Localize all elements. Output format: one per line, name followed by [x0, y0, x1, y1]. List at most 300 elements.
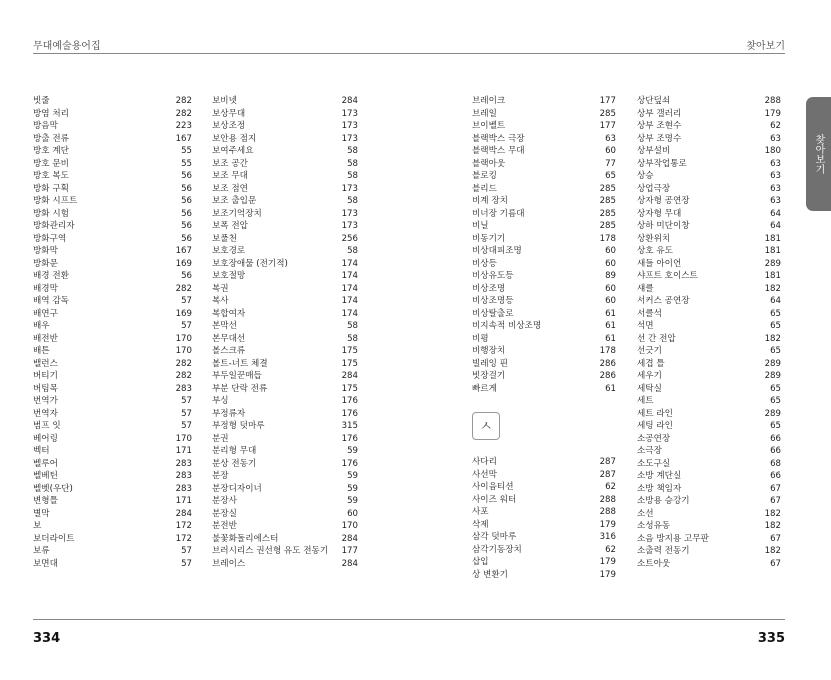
- index-page-number: 179: [599, 557, 616, 567]
- book-title: 무대예술용어집: [33, 41, 101, 52]
- index-entry: [33, 408, 192, 421]
- index-page-number: 58: [347, 333, 358, 344]
- index-term: 배경막: [33, 283, 58, 294]
- index-entry: [212, 95, 358, 108]
- index-page-number: 174: [341, 308, 358, 319]
- index-page-number: 177: [599, 96, 616, 106]
- index-entry: [212, 258, 358, 271]
- index-page-number: 58: [347, 321, 358, 331]
- index-entry: [33, 483, 192, 496]
- index-entry: [212, 170, 358, 183]
- index-term: 브레일: [472, 108, 497, 119]
- index-entry: [33, 170, 192, 183]
- index-term: 빗장걸기: [472, 371, 506, 381]
- index-entry: [637, 270, 781, 283]
- index-page-number: 316: [599, 532, 616, 542]
- index-page-number: 59: [347, 496, 358, 506]
- index-entry: [637, 308, 781, 321]
- index-page-number: 284: [341, 96, 358, 106]
- index-entry: [637, 408, 781, 421]
- index-page-number: 180: [764, 146, 781, 156]
- index-entry: [637, 233, 781, 246]
- index-entry: [212, 520, 358, 533]
- index-entry: [637, 483, 781, 496]
- index-side-tab[interactable]: [806, 97, 831, 211]
- index-page-number: 178: [599, 233, 616, 244]
- index-term: 블랙박스 극장: [472, 133, 525, 144]
- index-entry: [33, 420, 192, 433]
- index-page-number: 174: [341, 296, 358, 306]
- index-term: 사선막: [472, 469, 497, 480]
- index-term: 보더라이트: [33, 533, 75, 544]
- index-term: 서클석: [637, 308, 662, 319]
- index-term: 브레이크: [472, 96, 506, 106]
- index-term: 세트 라인: [637, 408, 673, 419]
- index-entry: [33, 395, 192, 408]
- index-page-number: 61: [605, 333, 616, 344]
- index-term: 보상무대: [212, 108, 246, 119]
- index-term: 불꽃화돌리에스터: [212, 533, 279, 544]
- index-term: 소공연장: [637, 433, 671, 444]
- index-entry: [212, 533, 358, 546]
- index-entry: [33, 495, 192, 508]
- index-entry: [212, 483, 358, 496]
- index-entry: [212, 383, 358, 396]
- index-entry: [33, 270, 192, 283]
- index-term: 삽입: [472, 557, 489, 567]
- index-term: 브레이스: [212, 558, 246, 569]
- index-term: 보호절망: [212, 271, 246, 281]
- index-entry: [472, 308, 616, 321]
- index-entry: [637, 195, 781, 208]
- index-page-number: 89: [605, 271, 616, 281]
- index-term: 소출력 전동기: [637, 546, 690, 556]
- index-term: 비상조명: [472, 283, 506, 294]
- index-page-number: 171: [175, 446, 192, 456]
- index-term: 분권: [212, 433, 229, 444]
- index-page-number: 182: [764, 521, 781, 531]
- index-entry: [33, 283, 192, 296]
- index-entry: [212, 233, 358, 246]
- index-page-number: 60: [605, 258, 616, 269]
- index-term: 방화 구획: [33, 183, 69, 194]
- index-term: 별막: [33, 508, 50, 519]
- index-entry: [212, 145, 358, 158]
- footer-divider: [33, 619, 785, 620]
- index-entry: [33, 133, 192, 146]
- index-term: 사이음티션: [472, 482, 514, 492]
- index-term: 보조 점연: [212, 183, 248, 194]
- index-entry: [637, 495, 781, 508]
- index-page-number: 283: [175, 471, 192, 481]
- index-term: 블랙박스 무대: [472, 146, 525, 156]
- index-page-number: 287: [599, 469, 616, 480]
- index-page-number: 63: [605, 133, 616, 144]
- index-term: 베어링: [33, 433, 58, 444]
- index-page-number: 256: [341, 233, 358, 244]
- index-term: 세트: [637, 396, 654, 406]
- index-page-number: 58: [347, 196, 358, 206]
- right-page-number: 335: [757, 631, 785, 646]
- index-entry: [33, 120, 192, 133]
- index-page-number: 59: [347, 483, 358, 494]
- index-entry: [472, 456, 616, 469]
- index-column-2: [212, 95, 358, 570]
- index-entry: [212, 495, 358, 508]
- index-entry: [33, 383, 192, 396]
- index-term: 상환위치: [637, 233, 671, 244]
- index-entry: [472, 333, 616, 346]
- index-entry: [212, 395, 358, 408]
- index-page-number: 66: [770, 433, 781, 444]
- index-term: 부정형 덧마루: [212, 421, 265, 431]
- index-page-number: 179: [764, 108, 781, 119]
- index-term: 비너장 기름대: [472, 208, 525, 219]
- index-term: 번역자: [33, 408, 58, 419]
- index-entry: [637, 145, 781, 158]
- index-page-number: 173: [341, 133, 358, 144]
- index-entry: [472, 469, 616, 482]
- index-term: 사이즈 워터: [472, 494, 517, 505]
- index-page-number: 173: [341, 108, 358, 119]
- index-term: 소방용 승강기: [637, 496, 690, 506]
- index-term: 보: [33, 521, 42, 531]
- index-entry: [212, 433, 358, 446]
- index-page-number: 171: [175, 496, 192, 506]
- index-page-number: 176: [341, 396, 358, 406]
- index-page-number: 60: [605, 283, 616, 294]
- index-term: 사포: [472, 507, 489, 517]
- index-page-number: 173: [341, 208, 358, 219]
- index-page-number: 282: [175, 108, 192, 119]
- index-term: 방호 복도: [33, 171, 69, 181]
- index-entry: [33, 183, 192, 196]
- index-page-number: 175: [341, 358, 358, 369]
- index-page-number: 174: [341, 258, 358, 269]
- index-term: 보호장애물 (전기적): [212, 258, 288, 269]
- index-entry: [472, 544, 616, 557]
- index-term: 샤프트 호이스트: [637, 271, 698, 281]
- section-gap: [472, 395, 616, 408]
- index-term: 변형틀: [33, 496, 58, 506]
- index-page-number: 283: [175, 458, 192, 469]
- index-page-number: 63: [770, 183, 781, 194]
- index-term: 볼스크류: [212, 346, 246, 356]
- index-term: 보면대: [33, 558, 58, 569]
- index-entry: [472, 270, 616, 283]
- index-entry: [637, 108, 781, 121]
- index-page-number: 284: [341, 371, 358, 381]
- index-term: 소방 계단실: [637, 471, 682, 481]
- index-term: 방화관리자: [33, 221, 75, 231]
- index-term: 빌레잉 핀: [472, 358, 508, 369]
- index-entry: [33, 295, 192, 308]
- index-page-number: 59: [347, 471, 358, 481]
- index-term: 석면: [637, 321, 654, 331]
- index-entry: [472, 506, 616, 519]
- index-term: 소트아웃: [637, 558, 671, 569]
- index-entry: [472, 120, 616, 133]
- index-term: 벨베틴: [33, 471, 58, 481]
- index-entry: [472, 569, 616, 582]
- index-page-number: 66: [770, 471, 781, 481]
- index-term: 소성유동: [637, 521, 671, 531]
- index-page-number: 63: [770, 171, 781, 181]
- index-entry: [212, 220, 358, 233]
- index-entry: [472, 183, 616, 196]
- index-page-number: 182: [764, 508, 781, 519]
- index-entry: [637, 470, 781, 483]
- index-entry: [33, 208, 192, 221]
- index-entry: [33, 470, 192, 483]
- index-page-number: 57: [181, 296, 192, 306]
- index-term: 방화 시프트: [33, 196, 78, 206]
- index-term: 부정류자: [212, 408, 246, 419]
- index-page-number: 182: [764, 546, 781, 556]
- index-term: 소선: [637, 508, 654, 519]
- index-term: 비상대피조명: [472, 246, 522, 256]
- index-term: 삼각기동장치: [472, 544, 522, 555]
- section-gap: [472, 444, 616, 457]
- index-page-number: 284: [175, 508, 192, 519]
- index-term: 복사: [212, 296, 229, 306]
- index-term: 상 변환기: [472, 569, 508, 580]
- index-entry: [637, 433, 781, 446]
- index-page-number: 65: [770, 383, 781, 394]
- index-term: 분장디자이너: [212, 483, 262, 494]
- index-entry: [637, 358, 781, 371]
- index-page-number: 64: [770, 208, 781, 219]
- index-term: 세팅 라인: [637, 421, 673, 431]
- index-term: 보류: [33, 546, 50, 556]
- index-term: 부분 단락 전류: [212, 383, 268, 394]
- index-entry: [212, 458, 358, 471]
- index-term: 선 간 전압: [637, 333, 676, 344]
- index-entry: [212, 108, 358, 121]
- index-page-number: 176: [341, 433, 358, 444]
- index-term: 부싱: [212, 396, 229, 406]
- index-entry: [212, 370, 358, 383]
- index-entry: [472, 208, 616, 221]
- index-term: 소음 방지용 고무판: [637, 533, 709, 544]
- index-entry: [212, 195, 358, 208]
- index-entry: [472, 233, 616, 246]
- index-entry: [33, 245, 192, 258]
- index-term: 블랙아웃: [472, 158, 506, 169]
- index-entry: [33, 445, 192, 458]
- index-entry: [212, 558, 358, 571]
- index-term: 상호 유도: [637, 246, 673, 256]
- index-entry: [33, 220, 192, 233]
- index-page-number: 58: [347, 146, 358, 156]
- index-page-number: 56: [181, 208, 192, 219]
- index-entry: [33, 320, 192, 333]
- index-page-number: 289: [764, 371, 781, 381]
- index-term: 빗줄: [33, 96, 50, 106]
- index-page-number: 181: [764, 233, 781, 244]
- index-entry: [637, 95, 781, 108]
- index-entry: [212, 320, 358, 333]
- index-term: 비상탈출로: [472, 308, 514, 319]
- index-term: 비상유도등: [472, 271, 514, 281]
- index-page-number: 284: [341, 558, 358, 569]
- index-page-number: 288: [599, 507, 616, 517]
- index-page-number: 60: [605, 246, 616, 256]
- index-entry: [212, 545, 358, 558]
- index-term: 브이벨트: [472, 121, 506, 131]
- index-page-number: 169: [175, 258, 192, 269]
- index-entry: [637, 395, 781, 408]
- index-term: 비계 장치: [472, 196, 508, 206]
- index-entry: [637, 383, 781, 396]
- index-entry: [637, 445, 781, 458]
- index-term: 배튼: [33, 346, 50, 356]
- index-entry: [212, 208, 358, 221]
- index-term: 블리드: [472, 183, 497, 194]
- index-term: 볼트-너트 체결: [212, 358, 268, 369]
- index-term: 보폭 전압: [212, 221, 248, 231]
- index-entry: [33, 333, 192, 346]
- index-entry: [472, 145, 616, 158]
- index-entry: [33, 258, 192, 271]
- index-page-number: 57: [181, 558, 192, 569]
- index-term: 복권: [212, 283, 229, 294]
- index-term: 상단덮쇠: [637, 96, 671, 106]
- index-page-number: 65: [770, 321, 781, 331]
- index-entry: [472, 556, 616, 569]
- index-term: 상하 미단이창: [637, 221, 690, 231]
- index-page-number: 55: [181, 158, 192, 169]
- index-entry: [33, 533, 192, 546]
- index-page-number: 65: [770, 346, 781, 356]
- index-page-number: 57: [181, 421, 192, 431]
- index-entry: [212, 420, 358, 433]
- index-entry: [472, 258, 616, 271]
- index-entry: [637, 420, 781, 433]
- index-entry: [637, 170, 781, 183]
- index-page-number: 284: [341, 533, 358, 544]
- section-title: 찾아보기: [746, 41, 785, 52]
- index-entry: [212, 308, 358, 321]
- index-page-number: 176: [341, 458, 358, 469]
- index-term: 상부 조현수: [637, 121, 682, 131]
- index-page-number: 56: [181, 221, 192, 231]
- index-entry: [33, 308, 192, 321]
- index-page-number: 65: [770, 421, 781, 431]
- index-page-number: 289: [764, 258, 781, 269]
- index-page-number: 61: [605, 308, 616, 319]
- index-page-number: 56: [181, 171, 192, 181]
- index-page-number: 62: [605, 482, 616, 492]
- index-term: 버팀목: [33, 383, 58, 394]
- index-entry: [212, 245, 358, 258]
- index-page-number: 315: [341, 421, 358, 431]
- index-term: 보상조정: [212, 121, 246, 131]
- index-page-number: 176: [341, 408, 358, 419]
- index-term: 비상등: [472, 258, 497, 269]
- index-term: 부두일꾼매듭: [212, 371, 262, 381]
- index-term: 비상조명등: [472, 296, 514, 306]
- index-entry: [637, 133, 781, 146]
- index-page-number: 170: [175, 346, 192, 356]
- index-entry: [472, 170, 616, 183]
- index-entry: [212, 120, 358, 133]
- index-entry: [33, 145, 192, 158]
- index-entry: [33, 233, 192, 246]
- index-entry: [472, 531, 616, 544]
- index-term: 소도구실: [637, 458, 671, 469]
- index-entry: [33, 508, 192, 521]
- index-term: 상부작업통로: [637, 158, 687, 169]
- index-page-number: 64: [770, 296, 781, 306]
- index-page-number: 288: [599, 494, 616, 505]
- index-page-number: 65: [770, 396, 781, 406]
- index-page-number: 61: [605, 321, 616, 331]
- index-term: 세탁실: [637, 383, 662, 394]
- index-entry: [212, 183, 358, 196]
- side-tab-label: 찾아보기: [813, 134, 824, 174]
- index-entry: [33, 433, 192, 446]
- index-term: 새들 아이언: [637, 258, 682, 269]
- index-page-number: 179: [599, 569, 616, 580]
- index-term: 본막선: [212, 321, 237, 331]
- index-page-number: 56: [181, 233, 192, 244]
- index-entry: [472, 108, 616, 121]
- index-page-number: 177: [599, 121, 616, 131]
- index-term: 분장: [212, 471, 229, 481]
- index-page-number: 64: [770, 221, 781, 231]
- index-term: 밸런스: [33, 358, 58, 369]
- index-term: 분리형 무대: [212, 446, 257, 456]
- index-entry: [472, 494, 616, 507]
- index-term: 보조 출입문: [212, 196, 257, 206]
- index-term: 배전반: [33, 333, 58, 344]
- index-page-number: 67: [770, 496, 781, 506]
- index-entry: [212, 333, 358, 346]
- index-term: 보풀천: [212, 233, 237, 244]
- index-column-4: [637, 95, 781, 570]
- index-term: 세우기: [637, 371, 662, 381]
- index-entry: [33, 345, 192, 358]
- index-page-number: 63: [770, 196, 781, 206]
- index-page-number: 56: [181, 196, 192, 206]
- index-page-number: 55: [181, 146, 192, 156]
- index-page-number: 174: [341, 283, 358, 294]
- index-page-number: 287: [599, 457, 616, 467]
- index-term: 배경 전환: [33, 271, 69, 281]
- index-page-number: 66: [770, 446, 781, 456]
- index-entry: [637, 370, 781, 383]
- index-term: 벡터: [33, 446, 50, 456]
- index-page-number: 175: [341, 383, 358, 394]
- index-term: 보조기억장치: [212, 208, 262, 219]
- index-page-number: 289: [764, 358, 781, 369]
- index-page-number: 174: [341, 271, 358, 281]
- index-entry: [33, 520, 192, 533]
- index-entry: [472, 358, 616, 371]
- index-entry: [637, 458, 781, 471]
- index-term: 비평: [472, 333, 489, 344]
- index-page-number: 181: [764, 271, 781, 281]
- index-term: 배우: [33, 321, 50, 331]
- index-term: 선긋기: [637, 346, 662, 356]
- index-page-number: 177: [341, 546, 358, 556]
- index-term: 보호경로: [212, 246, 246, 256]
- index-page-number: 60: [347, 508, 358, 519]
- index-entry: [637, 183, 781, 196]
- index-page-number: 173: [341, 121, 358, 131]
- index-term: 상자형 공연장: [637, 196, 690, 206]
